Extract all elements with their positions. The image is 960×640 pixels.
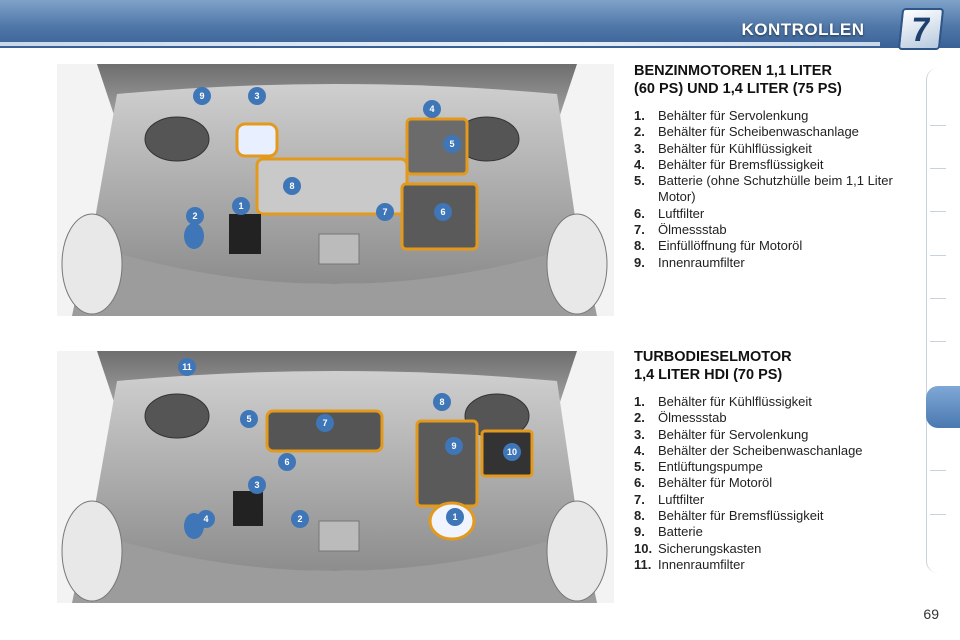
- item-text: Batterie: [658, 524, 703, 540]
- item-text: Innenraumfilter: [658, 254, 745, 270]
- component-list: [634, 108, 924, 271]
- svg-text:6: 6: [440, 207, 446, 217]
- engine-bay-petrol-illustration: [57, 64, 614, 316]
- item-text: Behälter für Servolenkung: [658, 426, 809, 442]
- strut-top-left: [145, 117, 209, 161]
- item-text: Einfüllöffnung für Motoröl: [658, 238, 803, 254]
- item-text: Behälter für Bremsflüssigkeit: [658, 156, 824, 172]
- headlight-left: [62, 214, 122, 314]
- item-number: 9.: [634, 524, 645, 540]
- chapter-title: KONTROLLEN: [741, 20, 865, 39]
- headlight-left: [62, 501, 122, 601]
- svg-text:11: 11: [182, 362, 192, 372]
- list-item: [634, 508, 924, 524]
- chapter-tab-active[interactable]: [926, 386, 960, 428]
- power-steering-reservoir: [233, 491, 263, 526]
- item-number: 6.: [634, 205, 645, 221]
- section-title-line: TURBODIESELMOTOR: [634, 349, 792, 365]
- item-number: 2.: [634, 410, 645, 426]
- list-item: [634, 459, 924, 475]
- tab-divider: [930, 255, 946, 256]
- tab-divider: [930, 125, 946, 126]
- engine-bay-petrol-image: [57, 64, 614, 316]
- svg-text:9: 9: [451, 441, 457, 451]
- page-number: 69: [923, 606, 939, 622]
- list-item: [634, 557, 924, 573]
- item-text: Entlüftungspumpe: [658, 459, 763, 475]
- svg-text:10: 10: [506, 447, 518, 457]
- list-item: [634, 492, 924, 508]
- power-steering-reservoir: [229, 214, 261, 254]
- item-number: 10.: [634, 540, 653, 556]
- item-text: Behälter für Motoröl: [658, 475, 773, 491]
- svg-text:3: 3: [254, 91, 260, 101]
- item-number: 9.: [634, 254, 645, 270]
- item-number: 7.: [634, 491, 645, 507]
- item-number: 7.: [634, 222, 645, 238]
- svg-text:5: 5: [449, 139, 455, 149]
- engine-bay-diesel-illustration: [57, 351, 614, 603]
- tab-divider: [930, 211, 946, 212]
- item-text: Batterie (ohne Schutzhülle beim 1,1 Liter Motor): [658, 173, 893, 205]
- list-item: [634, 255, 924, 271]
- item-text: Luftfilter: [658, 205, 705, 221]
- headlight-right: [547, 214, 607, 314]
- svg-text:7: 7: [382, 207, 388, 217]
- item-text: Behälter für Kühlflüssigkeit: [658, 140, 812, 156]
- battery: [417, 421, 477, 506]
- item-number: 3.: [634, 426, 645, 442]
- list-item: [634, 427, 924, 443]
- item-text: Ölmessstab: [658, 222, 727, 238]
- chapter-tab-rail: [926, 68, 950, 573]
- section-title: [634, 348, 924, 384]
- item-text: Luftfilter: [658, 491, 705, 507]
- item-number: 8.: [634, 238, 645, 254]
- section-title-line: 1,4 LITER HDI (70 PS): [634, 367, 783, 383]
- item-number: 8.: [634, 508, 645, 524]
- svg-text:9: 9: [199, 91, 205, 101]
- list-item: [634, 108, 924, 124]
- svg-text:1: 1: [238, 201, 244, 211]
- headlight-right: [547, 501, 607, 601]
- component-list: [634, 394, 924, 573]
- washer-reservoir: [184, 223, 204, 249]
- list-item: [634, 124, 924, 140]
- list-item: [634, 541, 924, 557]
- item-number: 4.: [634, 442, 645, 458]
- svg-text:2: 2: [297, 514, 303, 524]
- item-text: Behälter der Scheibenwaschanlage: [658, 442, 863, 458]
- chapter-number: 7: [909, 11, 933, 49]
- svg-text:7: 7: [322, 418, 328, 428]
- engine-block-front: [319, 521, 359, 551]
- section-title-line: BENZINMOTOREN 1,1 LITER: [634, 63, 832, 79]
- item-number: 3.: [634, 140, 645, 156]
- header-stripe: [0, 42, 880, 46]
- item-text: Ölmessstab: [658, 410, 727, 426]
- engine-bay-diesel-image: [57, 351, 614, 603]
- list-item: [634, 173, 924, 206]
- svg-text:3: 3: [254, 480, 260, 490]
- item-number: 2.: [634, 124, 645, 140]
- section-title-line: (60 PS) UND 1,4 LITER (75 PS): [634, 81, 842, 97]
- item-text: Behälter für Scheibenwaschanlage: [658, 124, 859, 140]
- svg-text:8: 8: [289, 181, 295, 191]
- tab-divider: [930, 168, 946, 169]
- svg-text:1: 1: [452, 512, 458, 522]
- item-number: 6.: [634, 475, 645, 491]
- list-item: [634, 238, 924, 254]
- item-text: Behälter für Bremsflüssigkeit: [658, 508, 824, 524]
- strut-top-left: [145, 394, 209, 438]
- item-text: Behälter für Servolenkung: [658, 108, 809, 123]
- engine-block-front: [319, 234, 359, 264]
- list-item: [634, 443, 924, 459]
- list-item: [634, 524, 924, 540]
- section-petrol-engines: [634, 62, 924, 271]
- item-text: Innenraumfilter: [658, 556, 745, 572]
- tab-divider: [930, 341, 946, 342]
- list-item: [634, 222, 924, 238]
- list-item: [634, 475, 924, 491]
- svg-text:6: 6: [284, 457, 290, 467]
- tab-divider: [930, 470, 946, 471]
- list-item: [634, 206, 924, 222]
- svg-text:4: 4: [203, 514, 209, 524]
- svg-text:2: 2: [192, 211, 198, 221]
- item-number: 4.: [634, 156, 645, 172]
- section-title: [634, 62, 924, 98]
- item-text: Behälter für Kühlflüssigkeit: [658, 394, 812, 409]
- list-item: [634, 394, 924, 410]
- chapter-badge: [898, 8, 944, 50]
- section-diesel-engine: [634, 348, 924, 573]
- svg-text:5: 5: [246, 414, 252, 424]
- item-text: Sicherungskasten: [658, 540, 762, 556]
- tab-divider: [930, 514, 946, 515]
- svg-text:8: 8: [439, 397, 445, 407]
- item-number: 5.: [634, 173, 645, 189]
- item-number: 11.: [634, 556, 652, 572]
- list-item: [634, 141, 924, 157]
- item-number: 1.: [634, 394, 645, 409]
- list-item: [634, 410, 924, 426]
- item-number: 1.: [634, 108, 645, 123]
- item-number: 5.: [634, 459, 645, 475]
- list-item: [634, 157, 924, 173]
- svg-text:4: 4: [429, 104, 435, 114]
- tab-divider: [930, 298, 946, 299]
- coolant-reservoir: [237, 124, 277, 156]
